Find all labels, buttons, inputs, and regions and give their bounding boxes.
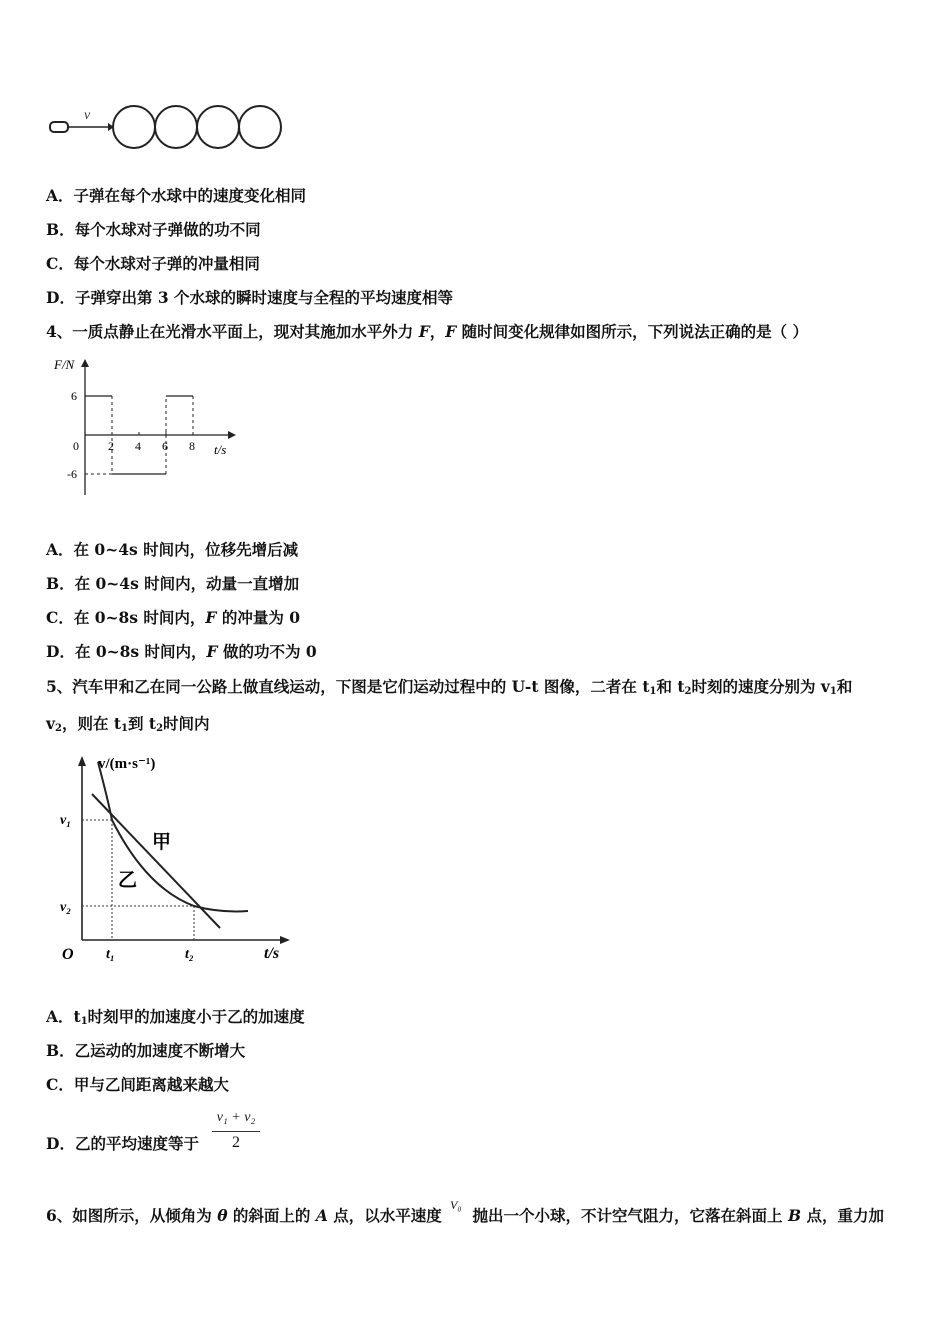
bullet-water-balls-figure	[40, 95, 300, 155]
initial-velocity-symbol: V₀	[450, 1198, 462, 1212]
force-time-chart	[40, 350, 250, 505]
origin-label: O	[62, 946, 74, 963]
q5-option-c[interactable]: C．甲与乙间距离越来越大	[46, 1075, 229, 1094]
q4-stem: 4、一质点静止在光滑水平面上，现对其施加水平外力 F，F 随时间变化规律如图所示，下列说法正确的是（ ）	[46, 322, 809, 341]
q4-option-d[interactable]: D．在 0~8s 时间内，F 做的功不为 0	[46, 642, 317, 661]
x-tick-label: 8	[189, 439, 195, 453]
velocity-label: v	[84, 108, 91, 123]
q5-stem-line1: 5、汽车甲和乙在同一公路上做直线运动，下图是它们运动过程中的 U-t 图像，二者在 $t_1$和 $t_2$时刻的速度分别为 $v_1$和	[46, 677, 853, 697]
x-axis-arrow	[280, 936, 290, 944]
q3-option-b[interactable]: B．每个水球对子弹做的功不同	[46, 220, 261, 239]
y-axis-label: v/(m·s⁻¹)	[98, 756, 156, 772]
x-axis-label: t/s	[264, 945, 280, 962]
water-ball-4	[239, 106, 281, 148]
q3-option-d[interactable]: D．子弹穿出第 3 个水球的瞬时速度与全程的平均速度相等	[46, 288, 454, 307]
y-axis-label: F/N	[54, 357, 75, 372]
series-jia-label: 甲	[152, 832, 172, 853]
fraction-denominator: 2	[232, 1134, 240, 1151]
x-tick-label: 4	[135, 439, 141, 453]
bullet	[50, 122, 68, 132]
q3-option-a[interactable]: A．子弹在每个水球中的速度变化相同	[46, 186, 307, 205]
x-tick-t1: t₁	[106, 947, 115, 962]
velocity-time-chart	[50, 748, 310, 973]
x-tick-label: 6	[162, 439, 168, 453]
y-axis-arrow	[81, 359, 89, 367]
fraction-numerator: v₁ + v₂	[216, 1110, 256, 1125]
fraction-bar	[212, 1131, 260, 1132]
y-tick-label: 6	[71, 389, 77, 403]
q4-option-b[interactable]: B．在 0~4s 时间内，动量一直增加	[46, 574, 300, 593]
q5-option-a[interactable]: A．$t_1$时刻甲的加速度小于乙的加速度	[46, 1007, 305, 1027]
q5-option-d[interactable]: D．乙的平均速度等于	[46, 1134, 199, 1153]
q4-option-c[interactable]: C．在 0~8s 时间内，F 的冲量为 0	[46, 608, 301, 627]
y-tick-v1: v₁	[60, 813, 72, 828]
q5-option-b[interactable]: B．乙运动的加速度不断增大	[46, 1041, 246, 1060]
q3-option-c[interactable]: C．每个水球对子弹的冲量相同	[46, 254, 260, 273]
q5-stem-line2: $v_2$，则在 $t_1$到 $t_2$时间内	[46, 714, 210, 734]
y-axis-arrow	[78, 756, 86, 766]
q4-option-a[interactable]: A．在 0~4s 时间内，位移先增后减	[46, 540, 299, 559]
y-tick-v2: v₂	[60, 900, 72, 915]
x-axis-arrow	[228, 431, 236, 439]
water-ball-1	[113, 106, 155, 148]
water-ball-3	[197, 106, 239, 148]
x-tick-t2: t₂	[185, 947, 194, 962]
y-tick-label: -6	[67, 467, 77, 481]
x-tick-label: 2	[108, 439, 114, 453]
x-axis-label: t/s	[214, 442, 227, 457]
water-ball-2	[155, 106, 197, 148]
q6-stem: 6、如图所示，从倾角为 θ 的斜面上的 A 点，以水平速度 抛出一个小球，不计空气阻力，它落在斜面上 B 点，重力加	[46, 1206, 884, 1225]
average-velocity-fraction	[210, 1110, 262, 1156]
series-yi-label: 乙	[118, 870, 138, 891]
x-tick-label: 0	[73, 439, 79, 453]
